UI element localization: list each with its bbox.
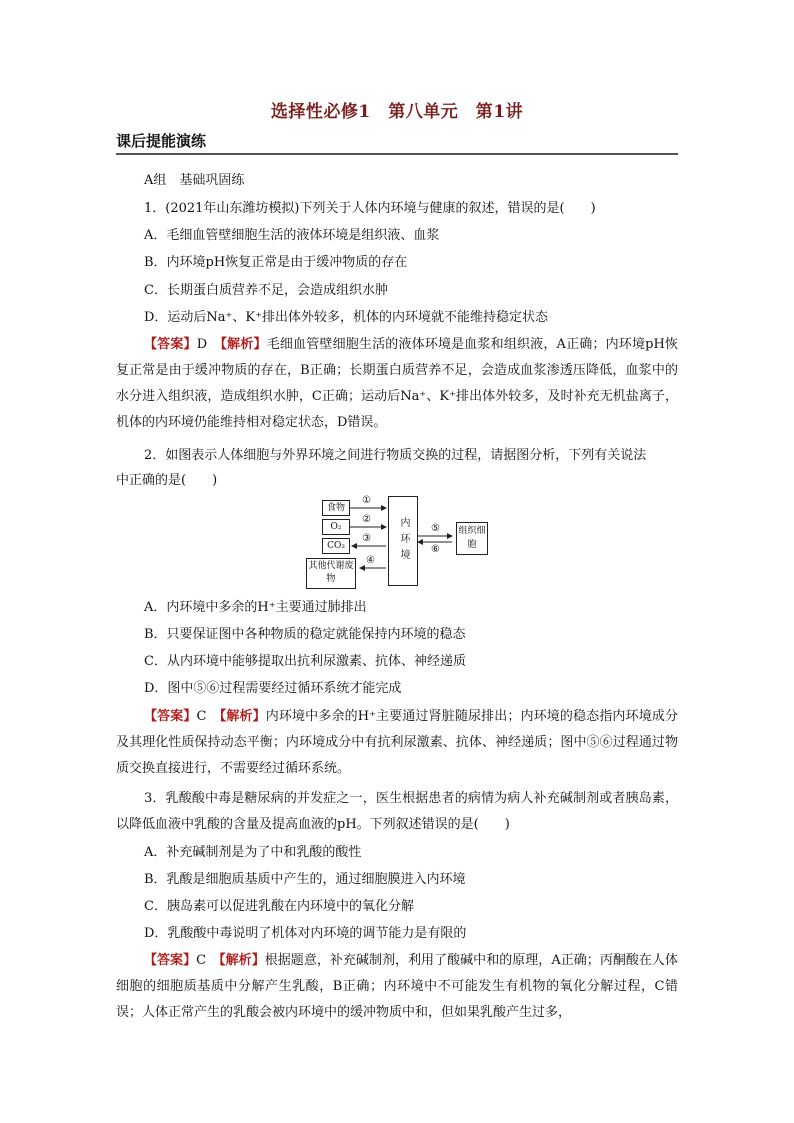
q2-option-a: A．内环境中多余的H⁺主要通过肺排出: [144, 600, 367, 615]
q3-option-b: B．乳酸是细胞质基质中产生的，通过细胞膜进入内环境: [144, 872, 466, 887]
section-heading: 课后提能演练: [116, 132, 207, 150]
q1-analysis: 毛细血管壁细胞生活的液体环境是血浆和组织液，A正确；内环境pH恢复正常是由于缓冲物质的存在，B正确；长期蛋白质营养不足，会造成血浆渗透压降低，血浆中的水分进入组织液，造成组织水肿，C正确；运动后Na⁺、K⁺排出体外较多，及时补充无机盐离子，机体的内环境仍能维持相对稳定状态，D错误。: [116, 337, 678, 430]
q3-option-c: C．胰岛素可以促进乳酸在内环境中的氧化分解: [144, 899, 414, 914]
group-label: A组 基础巩固练: [144, 173, 245, 188]
q3-analysis: 根据题意，补充碱制剂，利用了酸碱中和的原理，A正确；丙酮酸在人体细胞的细胞质基质中分解产生乳酸，B正确；内环境中不可能发生有机物的氧化分解过程，C错误；人体正常产生的乳酸会被内环境中的缓冲物质中和，但如果乳酸产生过多，: [116, 953, 678, 1020]
q2-answer-label: 【答案】: [144, 709, 197, 724]
q3-analysis-label: 【解析】: [219, 953, 265, 968]
heading-rule: [116, 153, 678, 155]
box-co2: CO₂: [322, 538, 350, 554]
label-5: ⑤: [431, 523, 440, 534]
q1-answer-label: 【答案】: [144, 337, 197, 352]
q3-option-d: D．乳酸酸中毒说明了机体对内环境的调节能力是有限的: [144, 926, 467, 941]
label-6: ⑥: [431, 544, 440, 555]
q1-analysis-label: 【解析】: [220, 337, 267, 352]
label-1: ①: [362, 495, 371, 506]
q2-analysis: 内环境中多余的H⁺主要通过肾脏随尿排出；内环境的稳态指内环境成分及其理化性质保持动态平衡；内环境成分中有抗利尿激素、抗体、神经递质；图中⑤⑥过程通过物质交换直接进行，不需要经过循环系统。: [116, 709, 678, 776]
q2-answer-block: [116, 704, 678, 782]
q1-answer-block: [116, 332, 678, 436]
box-waste: 其他代谢废物: [306, 558, 356, 589]
q2-stem-line2: 中正确的是( ): [116, 473, 218, 488]
page-title: 选择性必修1 第八单元 第1讲: [270, 102, 524, 122]
q3-answer: C: [196, 953, 207, 968]
q2-answer: C: [196, 709, 207, 724]
q3-option-a: A．补充碱制剂是为了中和乳酸的酸性: [144, 845, 362, 860]
box-inner-environment: 内环境: [388, 496, 418, 586]
q1-stem: 1．(2021年山东潍坊模拟)下列关于人体内环境与健康的叙述，错误的是( ): [144, 201, 596, 216]
q1-option-c: C．长期蛋白质营养不足，会造成组织水肿: [144, 283, 388, 298]
box-tissue-cell: 组织细胞: [456, 522, 488, 555]
box-food: 食物: [322, 500, 350, 516]
q2-analysis-label: 【解析】: [219, 709, 266, 724]
q3-answer-block: [116, 948, 678, 1026]
q2-stem-line1: 2．如图表示人体细胞与外界环境之间进行物质交换的过程，请据图分析，下列有关说法: [144, 448, 647, 463]
q3-stem: 3．乳酸酸中毒是糖尿病的并发症之一，医生根据患者的病情为病人补充碱制剂或者胰岛素，以降低血液中乳酸的含量及提高血液的pH。下列叙述错误的是( ): [116, 791, 678, 832]
q3-answer-label: 【答案】: [144, 953, 197, 968]
q2-option-c: C．从内环境中能够提取出抗利尿激素、抗体、神经递质: [144, 654, 466, 669]
q1-option-a: A．毛细血管壁细胞生活的液体环境是组织液、血浆: [144, 228, 440, 243]
label-3: ③: [362, 533, 371, 544]
q2-option-d: D．图中⑤⑥过程需要经过循环系统才能完成: [144, 681, 402, 696]
exchange-diagram: [300, 494, 500, 590]
q2-option-b: B．只要保证图中各种物质的稳定就能保持内环境的稳态: [144, 627, 466, 642]
q1-option-b: B．内环境pH恢复正常是由于缓冲物质的存在: [144, 255, 408, 270]
label-2: ②: [362, 514, 371, 525]
q1-option-d: D．运动后Na⁺、K⁺排出体外较多，机体的内环境就不能维持稳定状态: [144, 310, 548, 325]
box-o2: O₂: [322, 519, 350, 535]
label-4: ④: [366, 555, 375, 566]
q1-answer: D: [196, 337, 208, 352]
